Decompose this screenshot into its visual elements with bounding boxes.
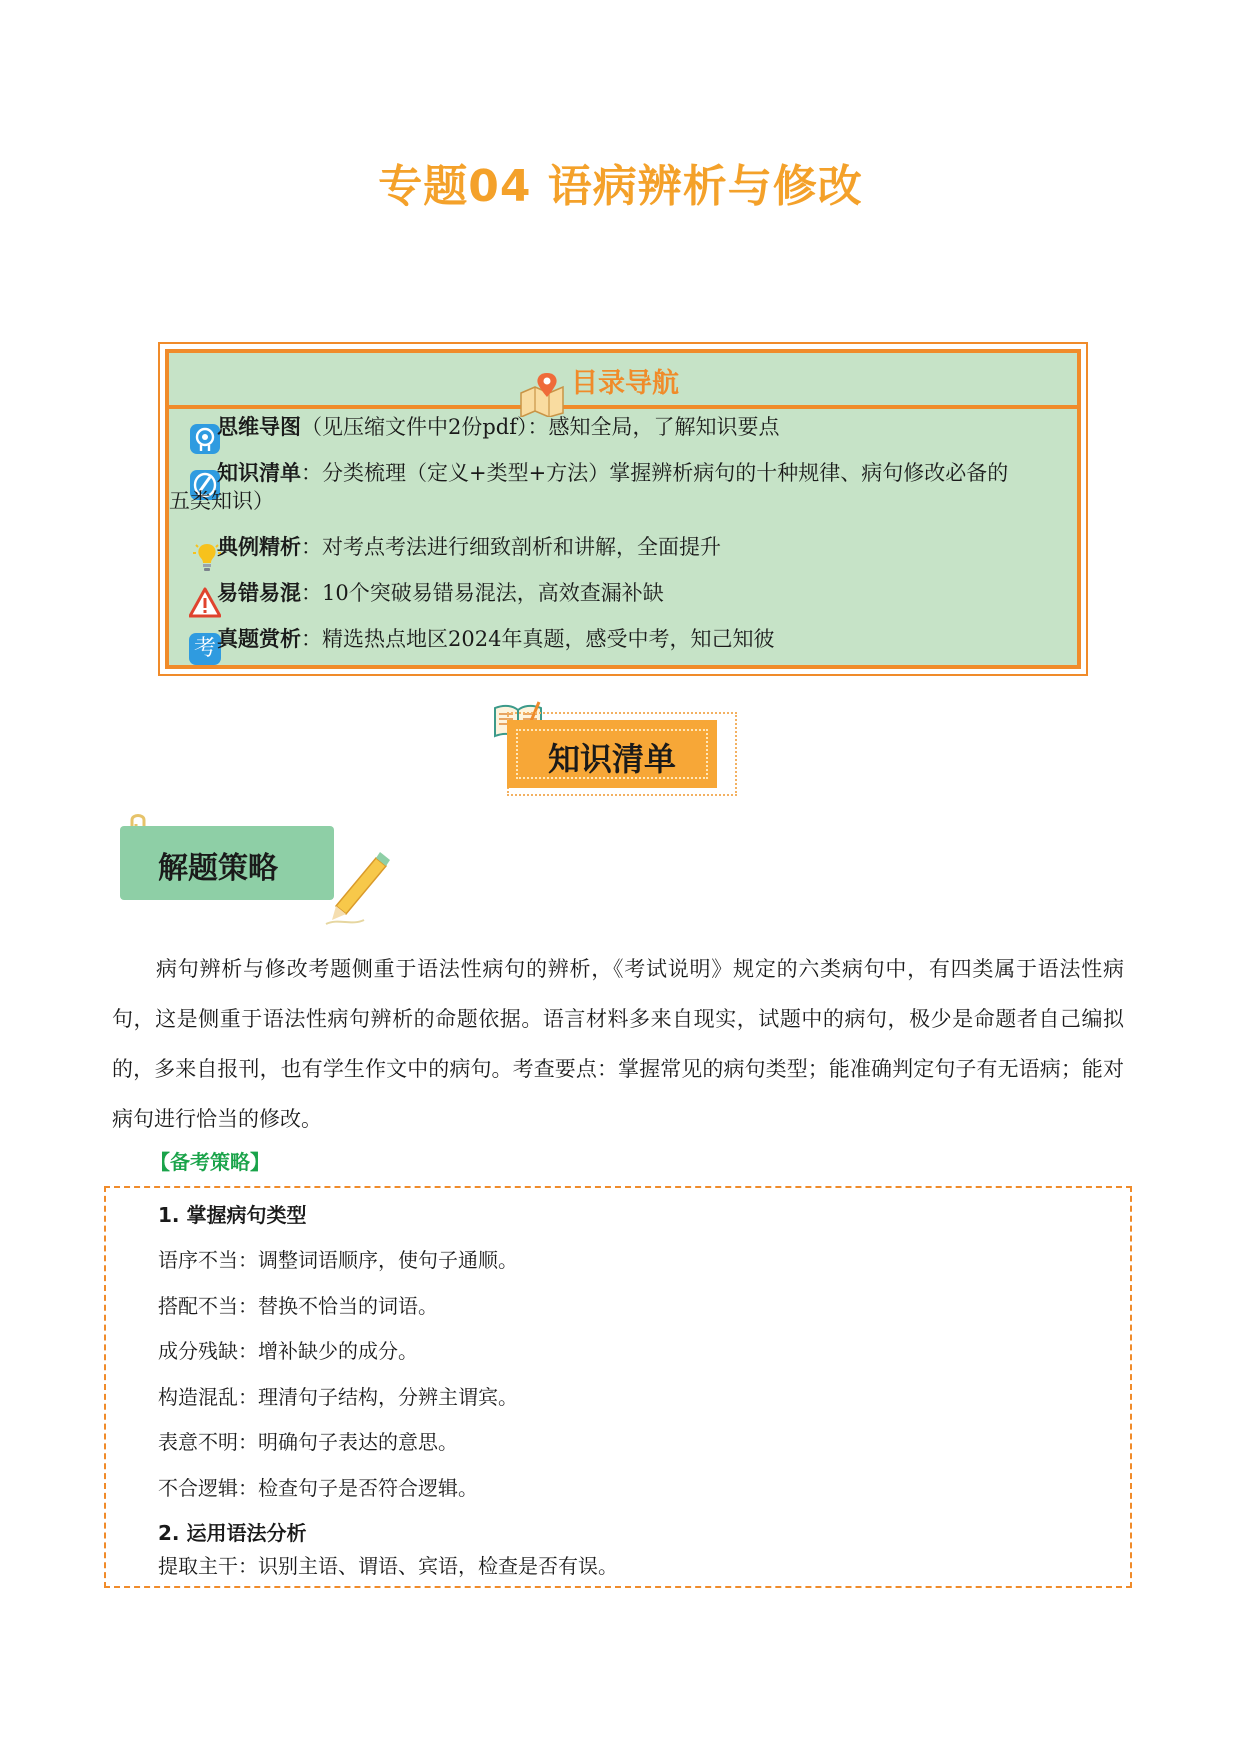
toc-label: 典例精析 bbox=[217, 535, 301, 559]
strategy-line: 构造混乱：理清句子结构，分辨主谓宾。 bbox=[158, 1385, 518, 1409]
toc-text: ：精选热点地区2024年真题，感受中考，知己知彼 bbox=[301, 627, 775, 651]
section-banner bbox=[493, 698, 735, 792]
strategy-banner-title: 解题策略 bbox=[158, 851, 278, 886]
toc-box bbox=[158, 342, 1088, 676]
exam-kao-icon: 考 bbox=[189, 633, 221, 665]
toc-label: 易错易混 bbox=[217, 581, 301, 605]
strategy-line: 不合逻辑：检查句子是否符合逻辑。 bbox=[158, 1476, 478, 1500]
toc-label: 思维导图 bbox=[217, 415, 301, 439]
strategy-heading: 1. 掌握病句类型 bbox=[158, 1203, 307, 1227]
toc-text-continued: 五类知识） bbox=[169, 489, 274, 513]
toc-header bbox=[169, 353, 1077, 409]
page-title: 专题04 语病辨析与修改 bbox=[378, 161, 863, 212]
toc-text: ：分类梳理（定义+类型+方法）掌握辨析病句的十种规律、病句修改必备的 bbox=[301, 461, 1009, 485]
strategy-line: 提取主干：识别主语、谓语、宾语，检查是否有误。 bbox=[158, 1554, 618, 1578]
strategy-heading: 2. 运用语法分析 bbox=[158, 1521, 307, 1545]
toc-text: ：对考点考法进行细致剖析和讲解，全面提升 bbox=[301, 535, 721, 559]
toc-text: （见压缩文件中2份pdf）：感知全局，了解知识要点 bbox=[301, 415, 780, 439]
toc-heading: 目录导航 bbox=[571, 368, 679, 399]
strategy-banner bbox=[110, 812, 400, 932]
toc-inner bbox=[165, 349, 1081, 669]
strategy-line: 成分残缺：增补缺少的成分。 bbox=[158, 1339, 418, 1363]
beikao-label: 【备考策略】 bbox=[150, 1150, 270, 1174]
section-banner-title: 知识清单 bbox=[547, 740, 676, 778]
toc-label: 真题赏析 bbox=[217, 627, 301, 651]
strategy-line: 语序不当：调整词语顺序，使句子通顺。 bbox=[158, 1248, 518, 1272]
banner-plate bbox=[507, 720, 717, 788]
strategy-line: 表意不明：明确句子表达的意思。 bbox=[158, 1430, 458, 1454]
toc-text: ：10个突破易错易混法，高效查漏补缺 bbox=[301, 581, 664, 605]
toc-label: 知识清单 bbox=[217, 461, 301, 485]
pencil-icon bbox=[318, 852, 398, 932]
intro-paragraph: 病句辨析与修改考题侧重于语法性病句的辨析，《考试说明》规定的六类病句中，有四类属于语法性病句，这是侧重于语法性病句辨析的命题依据。语言材料多来自现实，试题中的病句，极少是命题者自己编拟的，多来自报刊，也有学生作文中的病句。考查要点：掌握常见的病句类型；能准确判定句子有无语病；能对病句进行恰当的修改。 bbox=[112, 957, 1124, 1131]
strategy-line: 搭配不当：替换不恰当的词语。 bbox=[158, 1294, 438, 1318]
strategy-box bbox=[104, 1186, 1132, 1588]
